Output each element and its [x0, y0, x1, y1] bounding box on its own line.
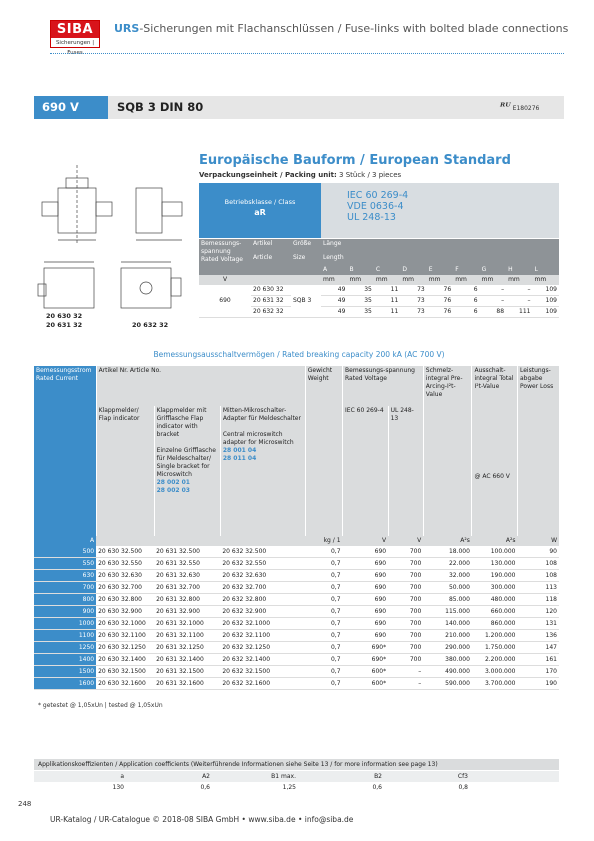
table-cell: 170: [518, 666, 560, 678]
dims-cell: 111: [506, 307, 532, 318]
voltage-badge: 690 V: [34, 96, 108, 119]
table-cell: 20 631 32.630: [154, 570, 220, 582]
table-cell: 20 632 32.800: [220, 594, 305, 606]
table-cell: 290.000: [423, 642, 472, 654]
table-cell: 100.000: [472, 546, 518, 558]
table-cell: 20 631 32.1500: [154, 666, 220, 678]
table-cell: 550: [34, 558, 96, 570]
table-cell: 590.000: [423, 678, 472, 690]
dims-unit-row: [199, 275, 559, 285]
dims-row: [199, 285, 559, 296]
table-cell: 1.750.000: [472, 642, 518, 654]
dims-cell: 109: [533, 285, 560, 296]
siba-logo: [50, 20, 100, 56]
h-micro-text-en: Central microswitch adapter for Microswitch: [222, 431, 294, 446]
table-cell: 20 630 32.800: [96, 594, 154, 606]
product-code: SQB 3 DIN 80: [117, 100, 204, 114]
table-cell: 700: [388, 546, 423, 558]
table-cell: 20 630 32.1000: [96, 618, 154, 630]
table-cell: 3.700.000: [472, 678, 518, 690]
app-blank: [470, 771, 559, 782]
unit-weight: kg / 1: [305, 536, 342, 546]
table-cell: 380.000: [423, 654, 472, 666]
table-cell: 690: [343, 630, 389, 642]
dims-cell: 76: [427, 307, 453, 318]
dims-letter: F: [453, 265, 479, 275]
table-cell: 90: [518, 546, 560, 558]
dims-letter: G: [480, 265, 506, 275]
ul-cert: [500, 100, 539, 117]
table-cell: 2.200.000: [472, 654, 518, 666]
app-h: A2: [126, 771, 212, 782]
dims-cell: 73: [400, 285, 426, 296]
dims-unit: mm: [453, 275, 479, 285]
table-cell: 136: [518, 630, 560, 642]
micro-link-1[interactable]: 28 001 04: [222, 447, 257, 454]
table-cell: 210.000: [423, 630, 472, 642]
dims-letter: B: [347, 265, 373, 275]
table-cell: 0,7: [305, 582, 342, 594]
table-row: [34, 654, 559, 666]
table-cell: 0,7: [305, 546, 342, 558]
h-current: Bemessungsstrom Rated Current: [34, 366, 96, 536]
table-cell: 20 630 32.630: [96, 570, 154, 582]
table-cell: 700: [388, 594, 423, 606]
dims-unit: V: [199, 275, 251, 285]
table-cell: 690: [343, 570, 389, 582]
dims-article: 20 632 32: [251, 307, 291, 318]
app-h: Cf3: [384, 771, 470, 782]
unit-current: A: [34, 536, 96, 546]
h-flap-bracket-text: Klappmelder mit Grifflasche Flap indicator with bracket: [156, 407, 207, 438]
h-article: Artikel Nr. Article No.: [96, 366, 305, 406]
dims-article: 20 631 32: [251, 296, 291, 307]
fuse-drawing-flap: [42, 165, 112, 245]
class-box: [199, 183, 321, 238]
table-cell: 700: [388, 642, 423, 654]
table-cell: 1100: [34, 630, 96, 642]
table-cell: 20 631 32.550: [154, 558, 220, 570]
dims-unit: mm: [347, 275, 373, 285]
table-cell: 860.000: [472, 618, 518, 630]
app-v: 0,6: [126, 782, 212, 793]
dims-blank: [291, 265, 321, 275]
table-cell: 20 632 32.630: [220, 570, 305, 582]
unit-v-iec: V: [343, 536, 389, 546]
standard-ul: UL 248-13: [347, 212, 396, 223]
table-cell: 118: [518, 594, 560, 606]
table-cell: 20 630 32.900: [96, 606, 154, 618]
ratings-header-row: [34, 366, 559, 406]
table-cell: 20 632 32.900: [220, 606, 305, 618]
h-micro-text: Mitten-Mikroschalter-Adapter für Meldeschalter: [222, 407, 301, 422]
h-i2t-pre: Schmelz-integral Pre-Arcing-I²t-Value: [423, 366, 472, 536]
drawing-label-left-2: 20 631 32: [46, 321, 83, 329]
table-row: [34, 582, 559, 594]
logo-text: SIBA: [51, 21, 99, 38]
app-h: B2: [298, 771, 384, 782]
unit-power: W: [518, 536, 560, 546]
table-cell: 690: [343, 546, 389, 558]
unit-i2t-tot: A²s: [472, 536, 518, 546]
dims-h-length-en: Length: [323, 254, 344, 261]
unit-blank: [96, 536, 154, 546]
h-power: Leistungs-abgabe Power Loss: [518, 366, 560, 536]
table-cell: 85.000: [423, 594, 472, 606]
h-flap-bracket-single: Einzelne Grifflasche für Meldeschalter/ Single bracket for Microswitch: [156, 447, 216, 478]
dims-cell: 109: [533, 296, 560, 307]
table-cell: 0,7: [305, 654, 342, 666]
table-cell: 690: [343, 618, 389, 630]
table-cell: 700: [388, 654, 423, 666]
dims-letter-row: [199, 265, 559, 275]
table-cell: 20 632 32.1000: [220, 618, 305, 630]
dims-unit: mm: [321, 275, 347, 285]
standard-iec: IEC 60 269-4: [347, 190, 409, 201]
table-cell: 147: [518, 642, 560, 654]
app-coeff-table: [34, 771, 559, 793]
table-cell: 700: [388, 630, 423, 642]
table-cell: 20 630 32.700: [96, 582, 154, 594]
app-header-row: [34, 771, 559, 782]
app-v: 130: [34, 782, 126, 793]
dims-blank: [199, 265, 251, 275]
table-cell: 130.000: [472, 558, 518, 570]
fuse-drawings: [36, 160, 196, 330]
dims-cell: 76: [427, 285, 453, 296]
dims-unit: mm: [400, 275, 426, 285]
h-micro: [220, 406, 305, 536]
table-cell: 700: [34, 582, 96, 594]
dims-size: SQB 3: [291, 285, 321, 318]
dims-cell: –: [506, 285, 532, 296]
table-cell: 131: [518, 618, 560, 630]
fuse-drawing-bracket: [38, 262, 94, 308]
table-cell: 20 632 32.550: [220, 558, 305, 570]
table-cell: 18.000: [423, 546, 472, 558]
ratings-table: [34, 366, 559, 690]
dims-cell: 6: [453, 296, 479, 307]
dims-h-voltage: Bemessungs-spannung Rated Voltage: [199, 239, 251, 265]
table-cell: 500: [34, 546, 96, 558]
table-cell: 22.000: [423, 558, 472, 570]
table-cell: 161: [518, 654, 560, 666]
table-cell: 190: [518, 678, 560, 690]
header-divider: [50, 53, 564, 54]
fuse-drawing-micro: [121, 262, 181, 308]
flap-link-1[interactable]: 28 002 01: [156, 479, 190, 486]
table-cell: 600*: [343, 678, 389, 690]
table-cell: 20 630 32.500: [96, 546, 154, 558]
dims-voltage: 690: [199, 285, 251, 318]
dims-cell: 88: [480, 307, 506, 318]
table-cell: 20 632 32.1400: [220, 654, 305, 666]
table-cell: 1250: [34, 642, 96, 654]
app-v: 0,6: [298, 782, 384, 793]
table-cell: 20 632 32.1500: [220, 666, 305, 678]
dims-letter: H: [506, 265, 532, 275]
micro-link-2[interactable]: 28 011 04: [222, 455, 257, 462]
dims-h-size-de: Größe: [293, 240, 312, 247]
standard-title: Europäische Bauform / European Standard: [199, 153, 511, 168]
dims-cell: 6: [453, 285, 479, 296]
dims-cell: 6: [453, 307, 479, 318]
dims-header-row: [199, 239, 559, 265]
table-cell: 0,7: [305, 558, 342, 570]
page-number: 248: [18, 800, 32, 808]
table-cell: 20 632 32.1100: [220, 630, 305, 642]
table-cell: 0,7: [305, 678, 342, 690]
dims-cell: 76: [427, 296, 453, 307]
table-cell: 800: [34, 594, 96, 606]
footnote: * getestet @ 1,05xUn | tested @ 1,05xUn: [38, 702, 163, 709]
table-cell: –: [388, 678, 423, 690]
dims-letter: E: [427, 265, 453, 275]
dims-row: [199, 296, 559, 307]
table-cell: 0,7: [305, 630, 342, 642]
packing-unit: [199, 171, 401, 179]
dims-cell: –: [480, 285, 506, 296]
table-cell: 20 631 32.700: [154, 582, 220, 594]
unit-blank: [220, 536, 305, 546]
h-flap: Klappmelder/ Flap indicator: [96, 406, 154, 536]
flap-link-2[interactable]: 28 002 03: [156, 487, 190, 494]
table-cell: 1000: [34, 618, 96, 630]
dims-cell: 49: [321, 296, 347, 307]
dims-cell: 35: [347, 296, 373, 307]
dims-h-length-de: Länge: [323, 240, 342, 247]
dims-cell: 73: [400, 296, 426, 307]
table-cell: 700: [388, 570, 423, 582]
drawing-label-right: 20 632 32: [132, 321, 169, 329]
dims-cell: 35: [347, 307, 373, 318]
app-h: a: [34, 771, 126, 782]
ratings-rows: [34, 546, 559, 690]
dims-row: [199, 307, 559, 318]
unit-blank: [154, 536, 220, 546]
app-blank: [470, 782, 559, 793]
table-cell: 700: [388, 606, 423, 618]
dims-cell: 11: [374, 307, 400, 318]
app-v: 1,25: [212, 782, 298, 793]
table-cell: 20 630 32.1100: [96, 630, 154, 642]
table-cell: 1400: [34, 654, 96, 666]
dims-letter: L: [533, 265, 560, 275]
product-header-bar: [34, 96, 564, 119]
dims-unit: mm: [374, 275, 400, 285]
table-cell: 0,7: [305, 594, 342, 606]
table-cell: 0,7: [305, 666, 342, 678]
table-cell: 1.200.000: [472, 630, 518, 642]
table-cell: 20 632 32.1250: [220, 642, 305, 654]
table-cell: 20 630 32.1400: [96, 654, 154, 666]
dims-unit: mm: [480, 275, 506, 285]
table-cell: 690: [343, 606, 389, 618]
table-cell: 690: [343, 558, 389, 570]
dims-cell: –: [506, 296, 532, 307]
dimensions-table: [199, 239, 559, 318]
table-cell: 20 631 32.1250: [154, 642, 220, 654]
table-row: [34, 546, 559, 558]
dims-letter: C: [374, 265, 400, 275]
standards-box: [321, 183, 559, 238]
dims-cell: 11: [374, 285, 400, 296]
dims-unit: mm: [506, 275, 532, 285]
packing-label: Verpackungseinheit / Packing unit:: [199, 171, 337, 179]
table-cell: 700: [388, 582, 423, 594]
table-cell: 140.000: [423, 618, 472, 630]
table-cell: 50.000: [423, 582, 472, 594]
table-row: [34, 606, 559, 618]
table-cell: 20 631 32.1600: [154, 678, 220, 690]
title-text: -Sicherungen mit Flachanschlüssen / Fuse-links with bolted blade connections: [139, 22, 569, 35]
table-cell: 0,7: [305, 642, 342, 654]
table-cell: 600*: [343, 666, 389, 678]
table-cell: 20 631 32.1100: [154, 630, 220, 642]
table-cell: 300.000: [472, 582, 518, 594]
class-label: Betriebsklasse / Class: [224, 198, 296, 206]
table-cell: 0,7: [305, 606, 342, 618]
table-cell: 32.000: [423, 570, 472, 582]
table-cell: –: [388, 666, 423, 678]
dims-letter: D: [400, 265, 426, 275]
app-v: 0,8: [384, 782, 470, 793]
table-row: [34, 678, 559, 690]
dims-cell: 49: [321, 307, 347, 318]
h-flap-bracket: [154, 406, 220, 536]
dims-blank: [251, 265, 291, 275]
table-cell: 690: [343, 594, 389, 606]
app-value-row: [34, 782, 559, 793]
table-cell: 0,7: [305, 570, 342, 582]
table-cell: 490.000: [423, 666, 472, 678]
table-cell: 900: [34, 606, 96, 618]
table-cell: 660.000: [472, 606, 518, 618]
table-cell: 0,7: [305, 618, 342, 630]
dims-article: 20 630 32: [251, 285, 291, 296]
table-row: [34, 618, 559, 630]
table-cell: 20 630 32.550: [96, 558, 154, 570]
dims-cell: 49: [321, 285, 347, 296]
table-cell: 20 632 32.500: [220, 546, 305, 558]
table-cell: 690*: [343, 642, 389, 654]
unit-v-ul: V: [388, 536, 423, 546]
dims-cell: 11: [374, 296, 400, 307]
h-i2t-tot: [472, 366, 518, 536]
logo-subtitle: Sicherungen | Fuses: [55, 40, 95, 56]
unit-i2t-pre: A²s: [423, 536, 472, 546]
ul-mark-icon: ᴿᵁ: [500, 102, 511, 113]
table-cell: 108: [518, 570, 560, 582]
table-cell: 20 630 32.1250: [96, 642, 154, 654]
h-ul: UL 248-13: [388, 406, 423, 536]
table-cell: 1600: [34, 678, 96, 690]
title-prefix: URS: [114, 22, 140, 35]
table-cell: 20 630 32.1600: [96, 678, 154, 690]
table-cell: 20 631 32.1000: [154, 618, 220, 630]
table-cell: 20 631 32.500: [154, 546, 220, 558]
h-i2t-tot-text: Ausschalt-integral Total I²t-Value: [474, 367, 514, 390]
dims-unit: mm: [533, 275, 560, 285]
app-coeff-title: Applikationskoeffizienten / Application coefficients (Weiterführende Informationen siehe Seite 13 / for more information see page 13): [34, 759, 559, 770]
standard-vde: VDE 0636-4: [347, 201, 404, 212]
table-cell: 700: [388, 618, 423, 630]
table-cell: 20 632 32.1600: [220, 678, 305, 690]
table-row: [34, 570, 559, 582]
table-cell: 120: [518, 606, 560, 618]
h-weight: Gewicht Weight: [305, 366, 342, 536]
table-cell: 1500: [34, 666, 96, 678]
drawing-label-left-1: 20 630 32: [46, 312, 83, 320]
table-row: [34, 558, 559, 570]
rated-breaking-capacity: Bemessungsausschaltvermögen / Rated breaking capacity 200 kA (AC 700 V): [153, 350, 445, 359]
dims-letter: A: [321, 265, 347, 275]
page-title: [114, 22, 568, 35]
dims-h-length: [321, 239, 559, 265]
dims-h-size: [291, 239, 321, 265]
ratings-unit-row: [34, 536, 559, 546]
table-row: [34, 642, 559, 654]
dims-h-article-de: Artikel: [253, 240, 273, 247]
app-h: B1 max.: [212, 771, 298, 782]
dims-cell: 109: [533, 307, 560, 318]
dims-unit: [251, 275, 291, 285]
class-value: aR: [254, 208, 266, 217]
table-cell: 690*: [343, 654, 389, 666]
table-cell: 690: [343, 582, 389, 594]
dims-h-article-en: Article: [253, 254, 273, 261]
dims-h-size-en: Size: [293, 254, 306, 261]
dims-cell: 73: [400, 307, 426, 318]
h-at-voltage: @ AC 660 V: [474, 473, 510, 480]
dims-cell: 35: [347, 285, 373, 296]
table-cell: 108: [518, 558, 560, 570]
table-cell: 20 631 32.800: [154, 594, 220, 606]
table-cell: 113: [518, 582, 560, 594]
table-row: [34, 594, 559, 606]
dims-unit: mm: [427, 275, 453, 285]
cert-number: E180276: [512, 105, 540, 112]
h-voltage: Bemessungs-spannung Rated Voltage: [343, 366, 424, 406]
h-iec: IEC 60 269-4: [343, 406, 389, 536]
table-cell: 700: [388, 558, 423, 570]
dims-cell: –: [480, 296, 506, 307]
table-cell: 3.000.000: [472, 666, 518, 678]
table-cell: 115.000: [423, 606, 472, 618]
table-cell: 20 630 32.1500: [96, 666, 154, 678]
table-cell: 20 632 32.700: [220, 582, 305, 594]
table-cell: 630: [34, 570, 96, 582]
dims-h-article: [251, 239, 291, 265]
table-cell: 190.000: [472, 570, 518, 582]
packing-value: 3 Stück / 3 pieces: [339, 171, 402, 179]
dims-unit: [291, 275, 321, 285]
table-cell: 20 631 32.900: [154, 606, 220, 618]
fuse-drawing-side: [136, 188, 182, 240]
table-row: [34, 666, 559, 678]
table-row: [34, 630, 559, 642]
table-cell: 20 631 32.1400: [154, 654, 220, 666]
page-footer: UR-Katalog / UR-Catalogue © 2018-08 SIBA GmbH • www.siba.de • info@siba.de: [50, 815, 354, 824]
table-cell: 480.000: [472, 594, 518, 606]
